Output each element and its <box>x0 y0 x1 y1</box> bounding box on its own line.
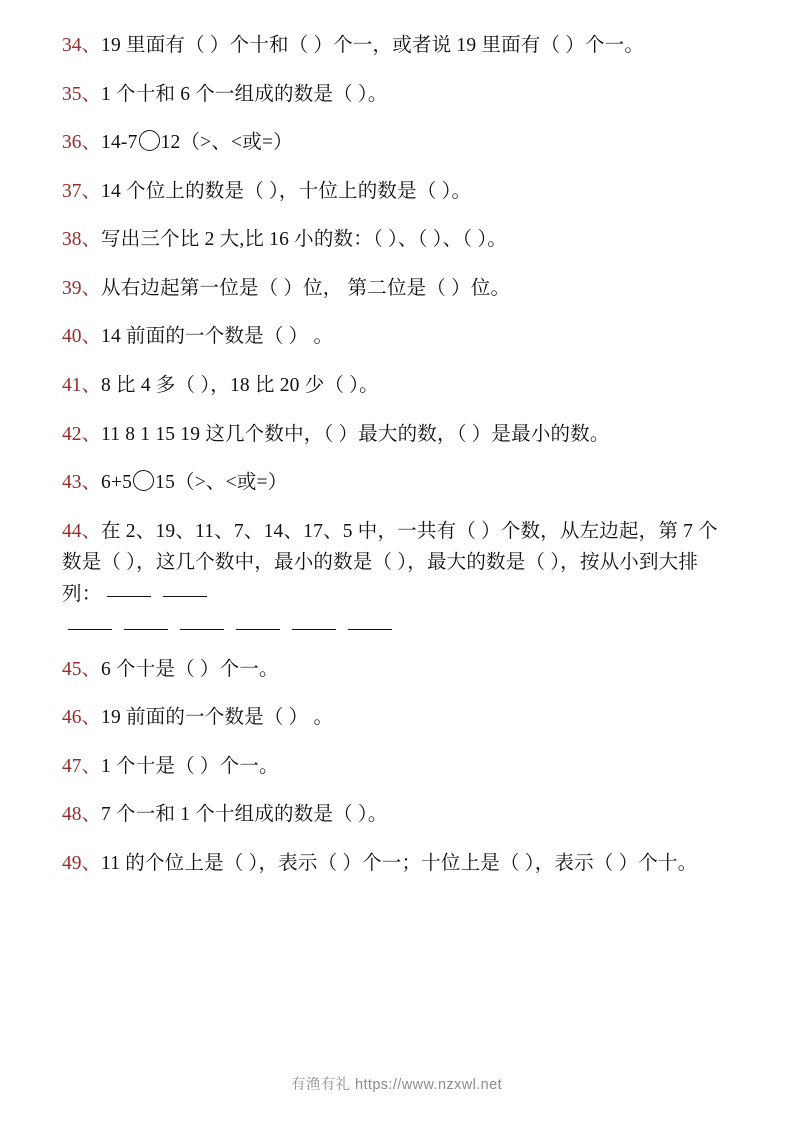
question-number: 42、 <box>62 423 102 445</box>
question-number: 39、 <box>62 277 102 299</box>
question-item-38 <box>62 224 731 256</box>
answer-blank-line <box>107 596 151 597</box>
question-item-37 <box>62 176 731 208</box>
answer-blank-line <box>348 629 392 630</box>
question-text: 11 的个位上是（ ），表示（ ）个一；十位上是（ ），表示（ ）个十。 <box>101 852 698 874</box>
question-number: 43、 <box>62 472 102 494</box>
question-number: 40、 <box>62 326 102 348</box>
question-text: 14 个位上的数是（ ），十位上的数是（ ）。 <box>101 180 472 202</box>
question-text: 14 前面的一个数是（ ） 。 <box>101 326 334 348</box>
question-text-before: 14-7 <box>101 132 138 154</box>
question-item-34 <box>62 30 731 62</box>
question-item-46 <box>62 702 731 734</box>
question-text: 写出三个比 2 大,比 16 小的数：（ ）、（ ）、（ ）。 <box>101 229 507 251</box>
question-item-36 <box>62 127 731 159</box>
answer-blank-line <box>236 629 280 630</box>
comparison-circle-icon <box>139 130 160 151</box>
question-number: 44、 <box>62 520 102 542</box>
answer-blank-line-row <box>62 620 731 638</box>
question-item-44 <box>62 516 731 611</box>
question-text-before: 6+5 <box>101 472 133 494</box>
question-item-45 <box>62 654 731 686</box>
question-number: 36、 <box>62 132 102 154</box>
question-text: 19 里面有（ ）个十和（ ）个一，或者说 19 里面有（ ）个一。 <box>101 35 645 56</box>
question-text: 7 个一和 1 个十组成的数是（ ）。 <box>101 804 388 826</box>
comparison-circle-icon <box>133 470 154 491</box>
question-text-after: 12（>、<或=） <box>160 132 293 154</box>
question-number: 48、 <box>62 804 102 826</box>
question-number: 34、 <box>62 35 102 56</box>
question-number: 45、 <box>62 658 102 680</box>
question-text: 19 前面的一个数是（ ） 。 <box>101 707 334 729</box>
question-text: 11 8 1 15 19 这几个数中，（ ）最大的数，（ ）是最小的数。 <box>101 423 610 445</box>
page-footer-watermark: 有渔有礼 https://www.nzxwl.net <box>290 1077 503 1093</box>
question-item-40 <box>62 321 731 353</box>
question-number: 47、 <box>62 755 102 777</box>
question-item-48 <box>62 799 731 831</box>
question-number: 46、 <box>62 707 102 729</box>
question-number: 35、 <box>62 83 102 105</box>
question-item-41 <box>62 370 731 402</box>
question-item-42 <box>62 419 731 451</box>
question-text: 从右边起第一位是（ ）位， 第二位是（ ）位。 <box>101 277 511 299</box>
question-number: 49、 <box>62 852 102 874</box>
answer-blank-line <box>163 596 207 597</box>
question-text: 8 比 4 多（ ），18 比 20 少（ ）。 <box>101 375 379 397</box>
question-text: 6 个十是（ ）个一。 <box>101 658 279 680</box>
answer-blank-line <box>292 629 336 630</box>
question-item-49 <box>62 848 731 880</box>
question-number: 37、 <box>62 180 102 202</box>
question-item-39 <box>62 273 731 305</box>
question-text: 1 个十是（ ）个一。 <box>101 755 279 777</box>
question-text: 在 2、19、11、7、14、17、5 中，一共有（ ）个数，从左边起，第 7 个数是（ ），这几个数中，最小的数是（ ），最大的数是（ ），按从小到大排列： <box>62 520 718 605</box>
question-text: 1 个十和 6 个一组成的数是（ ）。 <box>101 83 388 105</box>
question-number: 38、 <box>62 229 102 251</box>
question-text-after: 15（>、<或=） <box>155 472 288 494</box>
question-item-47 <box>62 751 731 783</box>
question-number: 41、 <box>62 375 102 397</box>
answer-blank-line <box>68 629 112 630</box>
question-item-43 <box>62 467 731 499</box>
answer-blank-line <box>124 629 168 630</box>
question-item-35 <box>62 79 731 111</box>
answer-blank-line <box>180 629 224 630</box>
